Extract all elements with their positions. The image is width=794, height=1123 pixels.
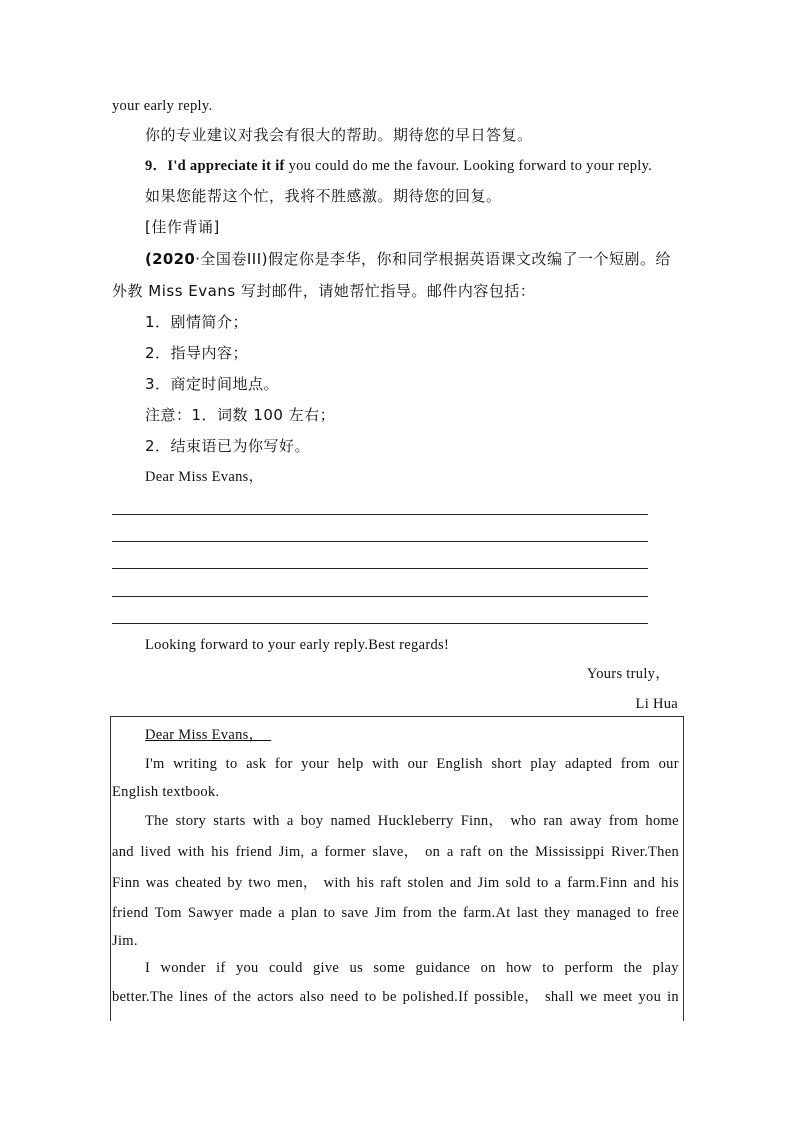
essay-word: some (373, 960, 406, 976)
essay-word: former (324, 844, 366, 860)
essay-word: need (330, 989, 359, 1005)
translation-9: 如果您能帮这个忙，我将不胜感激。期待您的回复。 (145, 187, 502, 205)
essay-line (112, 873, 679, 893)
essay-word: his (356, 875, 375, 891)
essay-line (145, 754, 679, 774)
essay-word: wonder (160, 960, 206, 976)
essay-word: stolen (407, 875, 444, 891)
essay-word: if (216, 960, 226, 976)
essay-word: ask (246, 756, 267, 772)
essay-word: a (311, 844, 318, 860)
essay-word: on (488, 844, 504, 860)
writing-line (112, 514, 648, 515)
essay-word: Huckleberry (377, 813, 454, 829)
essay-word: play (652, 960, 679, 976)
letter-sign-off: Yours truly， (586, 666, 670, 682)
essay-word: the (438, 905, 457, 921)
essay-word: actors (257, 989, 294, 1005)
essay-word: in (667, 989, 679, 1005)
essay-word: Jim (374, 905, 397, 921)
essay-word: you (638, 989, 662, 1005)
essay-word: could (268, 960, 303, 976)
essay-word: his (661, 875, 679, 891)
essay-word: I'm (145, 756, 165, 772)
essay-word: story (175, 813, 207, 829)
essay-word: farm.At (462, 905, 511, 921)
section-heading: [佳作背诵] (145, 218, 220, 236)
essay-word: a (278, 905, 285, 921)
sentence-9 (145, 156, 652, 176)
letter-closing: Looking forward to your early reply.Best regards! (145, 637, 450, 653)
essay-word: the (623, 960, 643, 976)
essay-word: possible， (474, 989, 540, 1005)
essay-word: Sawyer (188, 905, 234, 921)
essay-word: boy (300, 813, 324, 829)
task-note-2: 2．结束语已为你写好。 (145, 437, 311, 455)
essay-word: for (274, 756, 293, 772)
essay-word: I (145, 960, 151, 976)
essay-word: a (554, 875, 562, 891)
essay-word: Jim, (278, 844, 305, 860)
essay-word: to (323, 905, 336, 921)
essay-word: lines (179, 989, 209, 1005)
essay-word: English (436, 756, 483, 772)
essay-word: of (214, 989, 227, 1005)
essay-word: writing (173, 756, 218, 772)
essay-word: Finn (112, 875, 140, 891)
essay-word: was (145, 875, 170, 891)
essay-word: how (506, 960, 532, 976)
essay-word: Mississippi (535, 844, 605, 860)
essay-word: adapted (565, 756, 613, 772)
item-number: 9． (145, 158, 168, 174)
essay-word: shall (544, 989, 574, 1005)
essay-word: they (544, 905, 571, 921)
essay-word: better.The (112, 989, 174, 1005)
essay-word: men， (277, 875, 318, 891)
essay-word: slave， (372, 844, 419, 860)
essay-word: short (491, 756, 522, 772)
essay-line: English textbook. (112, 784, 220, 800)
essay-word: who (510, 813, 537, 829)
essay-word: you (235, 960, 259, 976)
key-phrase: I'd appreciate it if (167, 158, 285, 174)
essay-word: polished.If (402, 989, 469, 1005)
sentence-rest: you could do me the favour. Looking forward to your reply. (284, 158, 653, 174)
task-note-1: 注意：1．词数 100 左右； (145, 406, 336, 424)
essay-word: away (569, 813, 602, 829)
letter-greeting: Dear Miss Evans， (145, 469, 264, 485)
essay-word: made (239, 905, 273, 921)
essay-word: with (372, 756, 400, 772)
essay-word: a (286, 813, 294, 829)
task-item-1: 1．剧情简介； (145, 313, 249, 331)
writing-line (112, 623, 648, 624)
essay-word: from (608, 813, 639, 829)
task-year: (2020 (145, 250, 196, 268)
essay-word: we (579, 989, 598, 1005)
essay-line (145, 811, 679, 831)
essay-word: save (341, 905, 369, 921)
essay-word: to (225, 756, 238, 772)
essay-word: our (407, 756, 428, 772)
essay-word: with (177, 844, 205, 860)
essay-word: to (536, 875, 549, 891)
letter-signature: Li Hua (635, 696, 678, 712)
essay-word: on (425, 844, 441, 860)
essay-word: play (530, 756, 557, 772)
essay-word: to (542, 960, 555, 976)
essay-word: raft (380, 875, 402, 891)
task-item-2: 2．指导内容； (145, 344, 249, 362)
essay-word: The (145, 813, 169, 829)
essay-word: sold (505, 875, 531, 891)
essay-word: your (301, 756, 329, 772)
essay-line (112, 903, 679, 923)
essay-word: and (112, 844, 134, 860)
essay-word: friend (235, 844, 273, 860)
essay-word: raft (460, 844, 482, 860)
writing-line (112, 541, 648, 542)
task-item-3: 3．商定时间地点。 (145, 375, 280, 393)
essay-word: and (449, 875, 472, 891)
essay-line (112, 987, 679, 1007)
translation-8: 你的专业建议对我会有很大的帮助。期待您的早日答复。 (145, 126, 533, 144)
essay-word: the (232, 989, 252, 1005)
essay-word: Tom (154, 905, 182, 921)
essay-word: Finn， (460, 813, 504, 829)
essay-word: River.Then (611, 844, 679, 860)
essay-word: starts (213, 813, 246, 829)
essay-word: to (364, 989, 377, 1005)
essay-word: give (313, 960, 340, 976)
essay-word: Jim (477, 875, 500, 891)
essay-word: two (248, 875, 272, 891)
essay-word: on (480, 960, 496, 976)
essay-word: the (509, 844, 529, 860)
essay-word: lived (140, 844, 171, 860)
essay-word: from (620, 756, 651, 772)
essay-word: from (402, 905, 433, 921)
essay-word: last (516, 905, 539, 921)
essay-word: our (658, 756, 679, 772)
essay-word: be (382, 989, 397, 1005)
essay-word: a (446, 844, 454, 860)
essay-word: to (637, 905, 650, 921)
writing-line (112, 596, 648, 597)
essay-word: also (299, 989, 325, 1005)
essay-word: his (211, 844, 230, 860)
writing-line (112, 568, 648, 569)
essay-word: and (633, 875, 656, 891)
essay-word: free (655, 905, 679, 921)
essay-word: us (349, 960, 364, 976)
essay-greeting-text: Dear Miss Evans， (145, 727, 264, 743)
essay-line (112, 842, 679, 862)
essay-word: ran (543, 813, 563, 829)
essay-word: named (330, 813, 371, 829)
essay-line: Jim. (112, 933, 138, 949)
essay-word: plan (291, 905, 318, 921)
essay-word: with (252, 813, 280, 829)
essay-word: help (337, 756, 364, 772)
essay-word: guidance (415, 960, 471, 976)
essay-word: meet (603, 989, 633, 1005)
task-line-1 (145, 249, 671, 269)
task-line-2: 外教 Miss Evans 写封邮件，请她帮忙指导。邮件内容包括： (112, 282, 536, 300)
essay-word: perform (564, 960, 614, 976)
essay-greeting (145, 725, 271, 745)
essay-word: by (227, 875, 243, 891)
essay-word: farm.Finn (567, 875, 628, 891)
text-fragment: your early reply. (112, 98, 213, 114)
essay-word: cheated (175, 875, 222, 891)
essay-word: with (323, 875, 351, 891)
task-source: ·全国卷III)假定你是李华，你和同学根据英语课文改编了一个短剧。给 (195, 250, 672, 268)
essay-word: friend (112, 905, 149, 921)
essay-word: home (645, 813, 679, 829)
essay-line (145, 958, 679, 978)
essay-word: managed (576, 905, 632, 921)
